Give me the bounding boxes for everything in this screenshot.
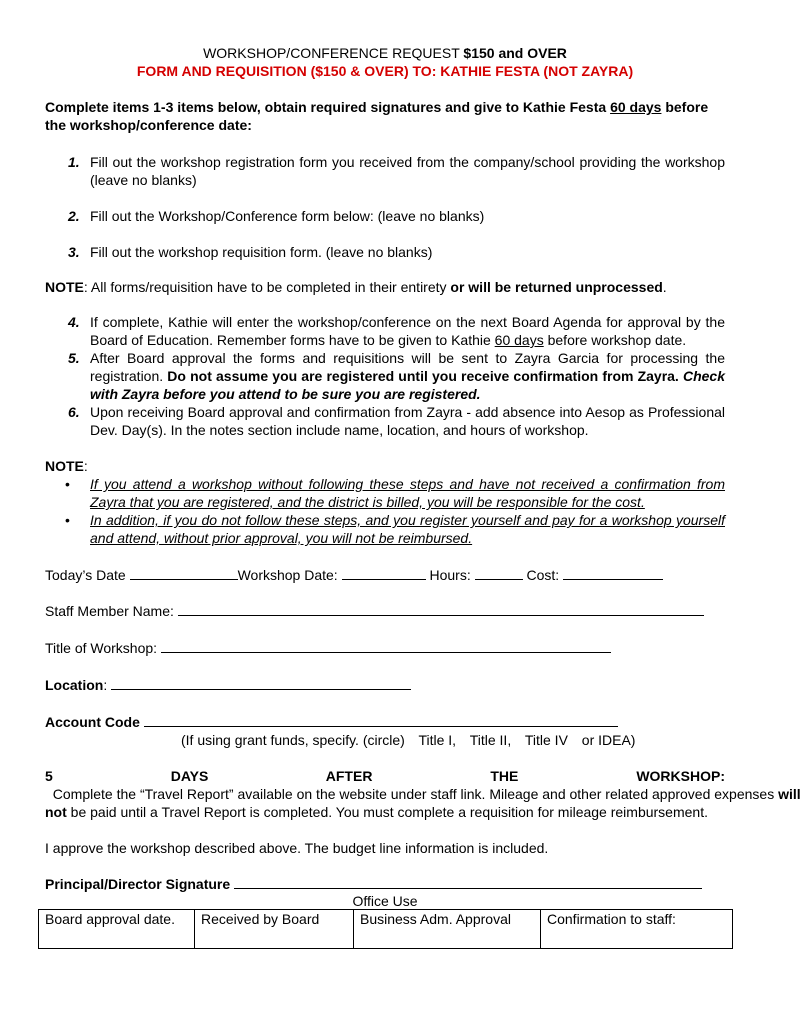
form-subtitle: FORM AND REQUISITION ($150 & OVER) TO: KATHIE FESTA (NOT ZAYRA) xyxy=(136,63,634,79)
received-by-board-cell[interactable]: Received by Board xyxy=(195,910,354,949)
title-row xyxy=(45,638,725,657)
grant-option-title-ii[interactable]: Title II, xyxy=(469,732,512,748)
approval-statement: I approve the workshop described above. The budget line information is included. xyxy=(45,840,549,856)
board-approval-date-cell[interactable]: Board approval date. xyxy=(39,910,195,949)
grant-options xyxy=(45,731,725,749)
grant-note: (If using grant funds, specify. (circle) xyxy=(181,732,405,748)
account-code-label: Account Code xyxy=(45,714,140,730)
step-3: 3. Fill out the workshop requisition form. (leave no blanks) xyxy=(68,244,433,260)
workshop-title-field[interactable] xyxy=(161,638,611,653)
warning-bullet-2: • In addition, if you do not follow these steps, and you register yourself and pay for a workshop yourself and attend, without prior approval, you will not be reimbursed. xyxy=(65,512,725,546)
signature-field[interactable] xyxy=(234,874,702,889)
dates-row xyxy=(45,565,725,584)
bullet-icon: • xyxy=(65,476,70,492)
account-code-field[interactable] xyxy=(144,712,618,727)
staff-member-field[interactable] xyxy=(178,601,704,616)
location-label: Location xyxy=(45,677,104,693)
account-row xyxy=(45,712,725,731)
location-field[interactable] xyxy=(111,675,411,690)
form-title xyxy=(45,44,725,62)
step-1: 1. Fill out the workshop registration form you received from the company/school providing the workshop (leave no blanks) xyxy=(68,154,725,188)
note-completion: NOTE: All forms/requisition have to be completed in their entirety or will be returned unprocessed. xyxy=(45,279,667,295)
hours-field[interactable] xyxy=(475,565,523,580)
cost-field[interactable] xyxy=(563,565,663,580)
cost-label: Cost: xyxy=(526,567,560,583)
step-5: 5. After Board approval the forms and requisitions will be sent to Zayra Garcia for processing the registration. Do not assume you are registered until you receive confirmation from Zayra. Check with Zayra before you attend to be sure you are registered. xyxy=(68,350,725,402)
todays-date-field[interactable] xyxy=(130,565,238,580)
signature-row xyxy=(45,874,725,893)
confirmation-to-staff-cell[interactable]: Confirmation to staff: xyxy=(541,910,733,949)
location-row: Location: xyxy=(45,675,725,694)
title-amount: $150 and OVER xyxy=(463,45,567,61)
note-warnings: NOTE: xyxy=(45,458,88,474)
hours-label: Hours: xyxy=(429,567,471,583)
step-4: 4. If complete, Kathie will enter the workshop/conference on the next Board Agenda for approval by the Board of Education. Remember forms have to be given to Kathie 60 days before workshop date. xyxy=(68,314,725,348)
business-adm-approval-cell[interactable]: Business Adm. Approval xyxy=(354,910,541,949)
office-use-title: Office Use xyxy=(352,893,418,909)
deadline-60-days: 60 days xyxy=(610,99,662,115)
signature-label: Principal/Director Signature xyxy=(45,876,231,892)
request-form xyxy=(45,44,801,949)
staff-member-label: Staff Member Name: xyxy=(45,603,174,619)
workshop-date-label: Workshop Date: xyxy=(237,567,338,583)
grant-option-title-i[interactable]: Title I, xyxy=(418,732,457,748)
bullet-icon: • xyxy=(65,512,70,528)
office-use-table xyxy=(38,909,733,949)
grant-option-title-iv[interactable]: Title IV xyxy=(524,732,568,748)
step-6: 6. Upon receiving Board approval and confirmation from Zayra - add absence into Aesop as Professional Dev. Day(s). In the notes section include name, location, and hours of workshop. xyxy=(68,404,725,438)
step-2: 2. Fill out the Workshop/Conference form below: (leave no blanks) xyxy=(68,208,485,224)
grant-option-idea[interactable]: or IDEA) xyxy=(581,732,636,748)
todays-date-label: Today’s Date xyxy=(45,567,126,583)
workshop-date-field[interactable] xyxy=(342,565,426,580)
warning-bullet-1: • If you attend a workshop without following these steps and have not received a confirmation from Zayra that you are registered, and the district is billed, you will be responsible for the cost. xyxy=(65,476,725,510)
workshop-title-label: Title of Workshop: xyxy=(45,640,158,656)
intro-instructions: Complete items 1-3 items below, obtain required signatures and give to Kathie Festa 60 days before the workshop/conference date: xyxy=(45,99,709,133)
title-text: WORKSHOP/CONFERENCE REQUEST xyxy=(203,45,464,61)
staff-row xyxy=(45,601,725,620)
after-workshop-instructions: 5 DAYS AFTER THE WORKSHOP: Complete the “Travel Report” available on the website under staff link. Mileage and other related approved expenses will not be paid until a Travel Report is completed. You must complete a requisition for mileage reimbursement. xyxy=(45,768,801,820)
